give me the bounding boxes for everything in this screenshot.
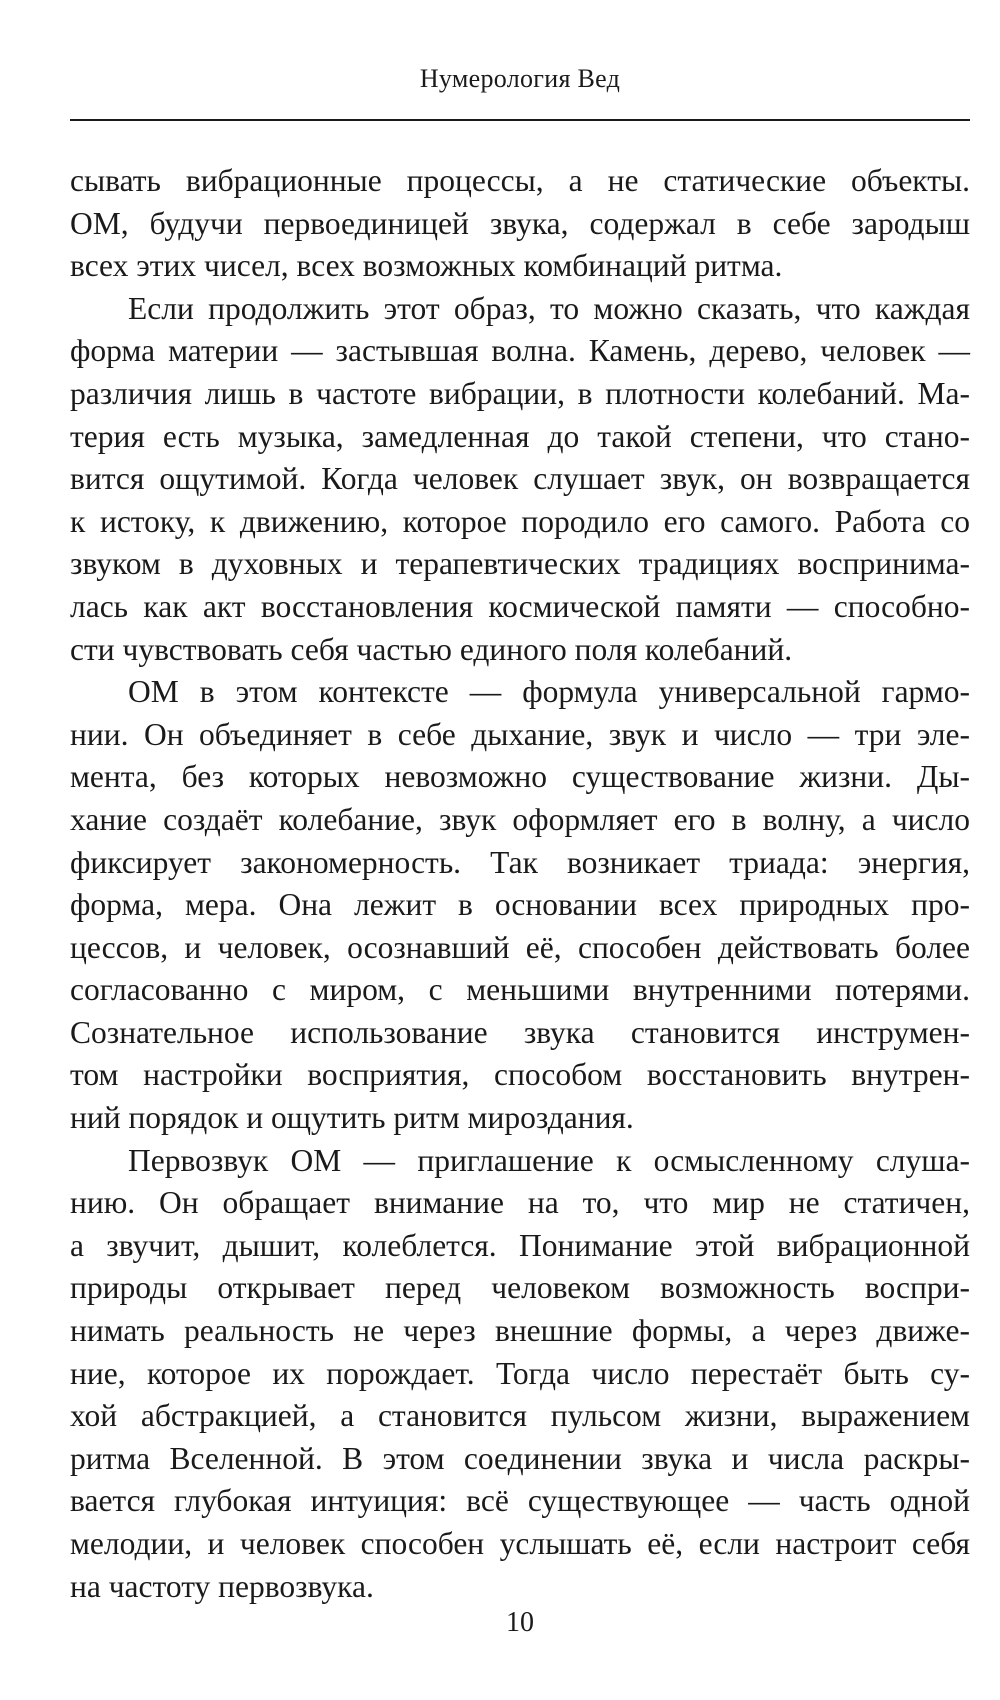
text-line: форма, мера. Она лежит в основании всех природных про- xyxy=(70,887,970,923)
text-line: а звучит, дышит, колеблется. Понимание этой вибрационной xyxy=(70,1227,970,1263)
text-line: природы открывает перед человеком возможность воспри- xyxy=(70,1270,970,1306)
text-line: ОМ в этом контексте — формула универсальной гармо- xyxy=(128,674,970,710)
text-line: звуком в духовных и терапевтических традициях воспринима- xyxy=(70,546,970,582)
text-line: согласованно с миром, с меньшими внутренними потерями. xyxy=(70,972,970,1008)
text-line: на частоту первозвука. xyxy=(70,1568,374,1604)
text-line: вается глубокая интуиция: всё существующее — часть одной xyxy=(70,1483,970,1519)
paragraph xyxy=(70,160,970,288)
text-line: к истоку, к движению, которое породило его самого. Работа со xyxy=(70,503,970,539)
text-line: ний порядок и ощутить ритм мироздания. xyxy=(70,1100,634,1136)
text-line: всех этих чисел, всех возможных комбинаций ритма. xyxy=(70,248,783,284)
text-line: мелодии, и человек способен услышать её, если настроит себя xyxy=(70,1526,970,1561)
text-line: форма материи — застывшая волна. Камень, дерево, человек — xyxy=(70,333,970,369)
page-body-text xyxy=(70,160,970,1608)
text-line: хой абстракцией, а становится пульсом жизни, выражением xyxy=(70,1398,970,1434)
text-line: мента, без которых невозможно существование жизни. Ды- xyxy=(70,759,970,795)
text-line: Сознательное использование звука становится инструмен- xyxy=(70,1014,970,1050)
text-line: сти чувствовать себя частью единого поля колебаний. xyxy=(70,631,793,667)
paragraph xyxy=(70,671,970,1140)
text-line: цессов, и человек, осознавший её, способен действовать более xyxy=(70,929,970,965)
text-line: том настройки восприятия, способом восстановить внутрен- xyxy=(70,1057,970,1093)
text-line: ние, которое их порождает. Тогда число перестаёт быть су- xyxy=(70,1355,970,1391)
text-line: нимать реальность не через внешние формы, а через движе- xyxy=(70,1313,970,1349)
text-line: ОМ, будучи первоединицей звука, содержал в себе зародыш xyxy=(70,205,970,241)
paragraph xyxy=(70,1140,970,1609)
text-line: Если продолжить этот образ, то можно сказать, что каждая xyxy=(128,290,970,326)
text-line: вится ощутимой. Когда человек слушает звук, он возвращается xyxy=(70,461,970,497)
text-line: нии. Он объединяет в себе дыхание, звук и число — три эле- xyxy=(70,716,970,752)
text-line: терия есть музыка, замедленная до такой степени, что стано- xyxy=(70,418,970,454)
text-line: различия лишь в частоте вибрации, в плотности колебаний. Ма- xyxy=(70,375,970,411)
text-line: сывать вибрационные процессы, а не статические объекты. xyxy=(70,163,970,198)
page-number: 10 xyxy=(506,1607,534,1638)
running-head-title: Нумерология Вед xyxy=(419,64,621,93)
text-line: хание создаёт колебание, звук оформляет его в волну, а число xyxy=(70,801,970,837)
paragraph xyxy=(70,288,970,671)
header-rule xyxy=(70,119,970,121)
text-line: фиксирует закономерность. Так возникает триада: энергия, xyxy=(70,844,970,880)
text-line: Первозвук ОМ — приглашение к осмысленному слуша- xyxy=(128,1142,970,1178)
text-line: лась как акт восстановления космической памяти — способно- xyxy=(70,588,970,624)
text-line: нию. Он обращает внимание на то, что мир не статичен, xyxy=(70,1185,970,1221)
text-line: ритма Вселенной. В этом соединении звука и числа раскры- xyxy=(70,1440,970,1476)
